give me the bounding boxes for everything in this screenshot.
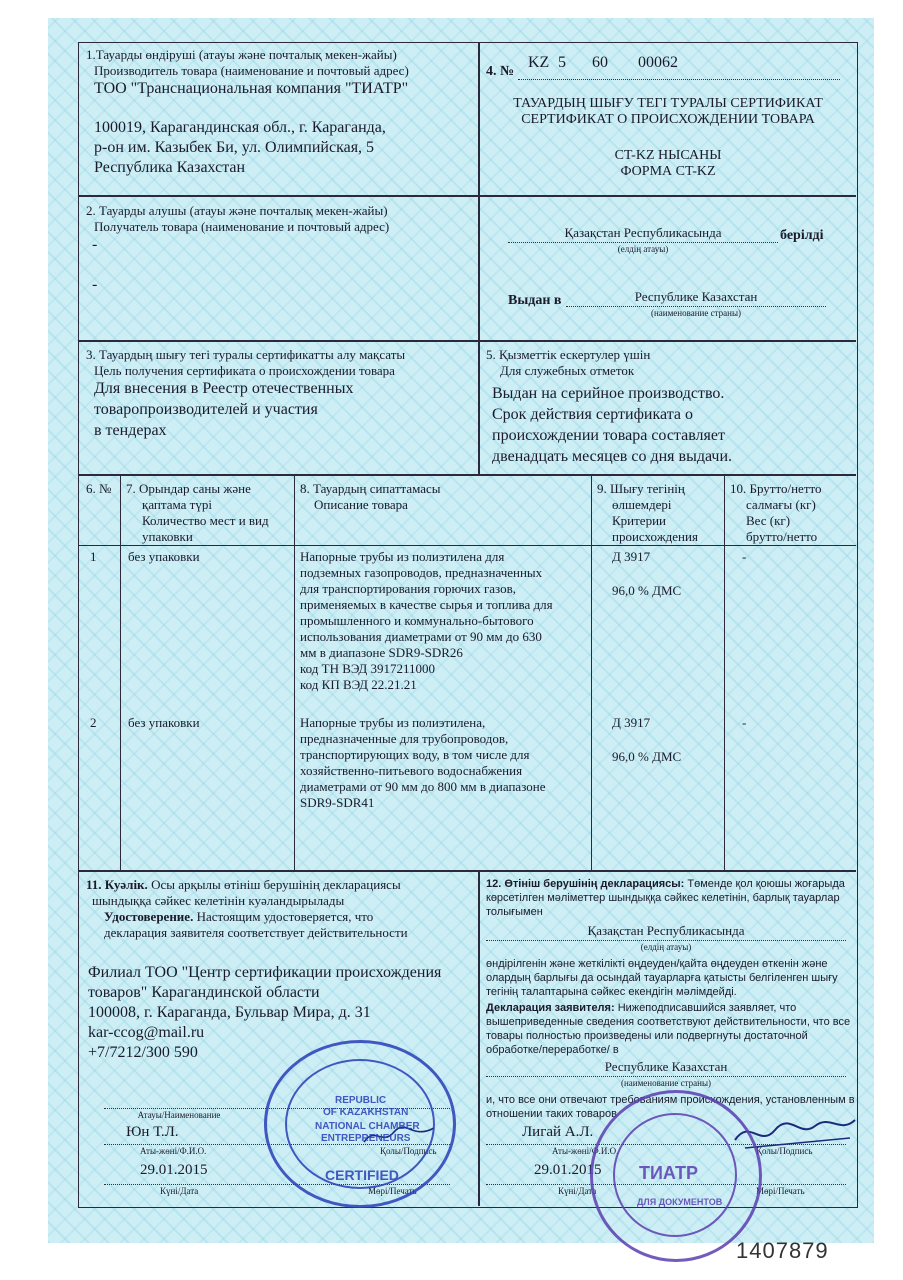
table-row-2-weight: -	[742, 715, 747, 730]
applicant-signer-name: Лигай А.Л.	[522, 1124, 594, 1140]
stamp-left-text-3: NATIONAL CHAMBER	[315, 1121, 420, 1132]
stamp-left-text-1: REPUBLIC	[335, 1095, 387, 1106]
certifier-seal-caption: Мөрі/Печать	[368, 1186, 417, 1196]
box12-decl-line-3: обработке/переработке/ в	[486, 1044, 619, 1056]
table-row-2-pack: без упаковки	[128, 715, 200, 730]
table-row-1-desc-9: код КП ВЭД 22.21.21	[300, 677, 417, 692]
table-row-2-desc-6: SDR9-SDR41	[300, 795, 375, 810]
box12-para-kz-1: өндірілгенін және жеткілікті өңдеуден/қайта өңдеуден өткенін және	[486, 958, 828, 970]
serial-number: 1407879	[736, 1238, 829, 1263]
certifier-signer-name: Юн Т.Л.	[126, 1124, 179, 1140]
table-row-1-crit-2: 96,0 % ДМС	[612, 583, 682, 598]
certifier-org-1: Филиал ТОО "Центр сертификации происхождения	[88, 964, 442, 981]
box1-label-kz: 1.Тауарды өндіруші (атауы және почталық мекен-жайы)	[86, 47, 397, 62]
col-header-pack-kz2: қаптама түрі	[142, 497, 212, 512]
box11-label-ru2: декларация заявителя соответствует действительности	[104, 925, 408, 940]
table-row-1-desc-6: использования диаметрами от 90 мм до 630	[300, 629, 542, 644]
recipient-dash-2: -	[92, 276, 98, 293]
notes-line-4: двенадцать месяцев со дня выдачи.	[492, 448, 733, 465]
certifier-address: 100008, г. Караганда, Бульвар Мира, д. 31	[88, 1004, 371, 1021]
table-row-2-desc-5: диаметрами от 90 мм до 800 мм в диапазоне	[300, 779, 546, 794]
issued-caption-ru: (наименование страны)	[650, 308, 742, 318]
box12-decl-text: Нижеподписавшийся заявляет, что	[617, 1002, 797, 1014]
box3-label-kz: 3. Тауардың шығу тегі туралы сертификатты алу мақсаты	[86, 347, 406, 362]
col-header-weight-kz: 10. Брутто/нетто	[730, 481, 822, 496]
box12-country-ru: Республике Казахстан	[604, 1059, 728, 1074]
form-kz: CT-KZ НЫСАНЫ	[614, 148, 722, 163]
col-header-pack-ru: Количество мест и вид	[142, 513, 269, 528]
box12-decl	[486, 1002, 796, 1015]
table-row-1-desc-4: применяемых в качестве сырья и топлива для	[300, 597, 553, 612]
certifier-name-caption: Атауы/Наименование	[137, 1110, 221, 1120]
col-header-weight-ru: Вес (кг)	[746, 513, 791, 528]
manufacturer-address-2: р-он им. Казыбек Би, ул. Олимпийская, 5	[94, 139, 375, 156]
title-ru: СЕРТИФИКАТ О ПРОИСХОЖДЕНИИ ТОВАРА	[521, 112, 815, 127]
box11-label-ru-bold: Удостоверение.	[104, 909, 194, 924]
form-ru: ФОРМА CT-KZ	[620, 164, 716, 179]
table-row-1-desc-3: для транспортирования горючих газов,	[300, 581, 516, 596]
table-row-1-desc-8: код ТН ВЭД 3917211000	[300, 661, 436, 676]
table-row-1-desc-1: Напорные трубы из полиэтилена для	[300, 549, 505, 564]
table-row-2-desc-2: предназначенные для трубопроводов,	[300, 731, 509, 746]
col-header-desc-kz: 8. Тауардың сипаттамасы	[300, 481, 441, 496]
box12-para-kz-3: тегінің талаптарына сәйкес екендігін мәлімдейді.	[486, 986, 737, 998]
issued-prefix-ru: Выдан в	[508, 293, 562, 308]
stamp-right-text-2: ДЛЯ ДОКУМЕНТОВ	[637, 1197, 723, 1207]
col-header-weight-kz2: салмағы (кг)	[746, 497, 816, 512]
stamp-right-text-1: ТИАТР	[639, 1163, 699, 1183]
box12-country-ru-caption: (наименование страны)	[620, 1078, 712, 1088]
table-row-1-no: 1	[90, 549, 97, 564]
stamp-left-text-5: CERTIFIED	[325, 1167, 399, 1183]
table-row-2-desc-4: хозяйственно-питьевого водоснабжения	[300, 763, 523, 778]
box12-decl-bold: Декларация заявителя:	[486, 1002, 615, 1014]
purpose-line-1: Для внесения в Реестр отечественных	[94, 380, 354, 397]
certifier-phone: +7/7212/300 590	[88, 1044, 198, 1061]
box12-decl-line-2: товары полностью произведены или подвергнуты достаточной	[486, 1030, 808, 1042]
notes-line-2: Срок действия сертификата о	[492, 406, 693, 423]
stamp-left-text-2: OF KAZAKHSTAN	[323, 1107, 409, 1118]
issued-suffix-kz: берілді	[780, 228, 824, 243]
certifier-sign-caption: Қолы/Подпись	[380, 1146, 437, 1156]
cert-number-label: 4. №	[486, 64, 515, 79]
col-header-desc-ru: Описание товара	[314, 497, 408, 512]
col-header-crit-ru2: происхождения	[612, 529, 698, 544]
box12-label-3: толығымен	[486, 906, 543, 918]
cert-number-kz: KZ	[528, 54, 550, 71]
applicant-seal-caption: Мөрі/Печать	[756, 1186, 805, 1196]
certifier-date: 29.01.2015	[140, 1162, 208, 1178]
col-header-pack-kz: 7. Орындар саны және	[126, 481, 251, 496]
col-header-crit-kz2: өлшемдері	[612, 497, 672, 512]
box2-label-kz: 2. Тауарды алушы (атауы және почталық мекен-жайы)	[86, 203, 388, 218]
box12-label-bold: 12. Өтініш берушінің декларациясы:	[486, 878, 685, 890]
table-row-2-desc-1: Напорные трубы из полиэтилена,	[300, 715, 486, 730]
box12-tail-2: отношении таких товаров	[486, 1108, 617, 1120]
cert-number-part1: 5	[558, 54, 566, 71]
cert-number-part3: 00062	[638, 54, 678, 71]
box1-label-ru: Производитель товара (наименование и почтовый адрес)	[94, 63, 409, 78]
certifier-email: kar-ccog@mail.ru	[88, 1024, 205, 1041]
box12-country-kz: Қазақстан Республикасында	[587, 923, 745, 938]
applicant-sign-caption: Қолы/Подпись	[756, 1146, 813, 1156]
purpose-line-3: в тендерах	[94, 422, 167, 439]
table-row-1-pack: без упаковки	[128, 549, 200, 564]
table-row-1-desc-7: мм в диапазоне SDR9-SDR26	[300, 645, 463, 660]
table-row-1-desc-2: подземных газопроводов, предназначенных	[300, 565, 543, 580]
applicant-fio-caption: Аты-жөні/Ф.И.О.	[552, 1146, 619, 1156]
certifier-org-2: товаров" Карагандинской области	[88, 984, 320, 1001]
box12-label-2: көрсетілген мәліметтер шындыққа сәйкес келетінін, барлық тауарлар	[486, 892, 840, 904]
box3-label-ru: Цель получения сертификата о происхождении товара	[94, 363, 395, 378]
table-row-1-crit-1: Д 3917	[612, 549, 651, 564]
box12-para-kz-2: олардың барлығы да осындай тауарларға қатысты белгіленген шығу	[486, 972, 838, 984]
applicant-date-caption: Күні/Дата	[558, 1186, 597, 1196]
manufacturer-address-1: 100019, Карагандинская обл., г. Караганда,	[94, 119, 386, 136]
table-row-1-desc-5: промышленного и коммунально-бытового	[300, 613, 534, 628]
certifier-stamp	[264, 1040, 456, 1208]
table-row-2-no: 2	[90, 715, 97, 730]
col-header-crit-kz: 9. Шығу тегінің	[597, 481, 685, 496]
applicant-date: 29.01.2015	[534, 1162, 602, 1178]
box12-tail-1: и, что все они отвечают требованиям происхождения, установленным в	[486, 1094, 855, 1106]
applicant-stamp	[590, 1090, 762, 1262]
issued-country-kz: Қазақстан Республикасында	[564, 225, 722, 240]
table-row-1-weight: -	[742, 549, 747, 564]
table-row-2-crit-2: 96,0 % ДМС	[612, 749, 682, 764]
box12-country-caption: (елдің атауы)	[640, 942, 692, 952]
notes-line-1: Выдан на серийное производство.	[492, 385, 725, 402]
certifier-fio-caption: Аты-жөні/Ф.И.О.	[140, 1146, 207, 1156]
box11-label-kz	[86, 878, 401, 893]
box11-label-kz2: шындыққа сәйкес келетінін куәландырылады	[92, 893, 345, 908]
table-row-2-desc-3: транспортирующих воду, в том числе для	[300, 747, 530, 762]
notes-line-3: происхождении товара составляет	[492, 427, 725, 444]
manufacturer-country: Республика Казахстан	[94, 159, 246, 176]
box11-label-kz-bold: 11. Куәлік.	[86, 877, 148, 892]
col-header-crit-ru: Критерии	[612, 513, 666, 528]
box11-label-kz-text: Осы арқылы өтініш берушінің декларациясы	[151, 877, 401, 892]
certifier-date-caption: Күні/Дата	[160, 1186, 199, 1196]
box5-label-kz: 5. Қызметтік ескертулер үшін	[486, 347, 651, 362]
recipient-dash-1: -	[92, 236, 98, 253]
manufacturer-name: ТОО "Транснациональная компания "ТИАТР"	[94, 80, 409, 97]
col-header-weight-ru2: брутто/нетто	[746, 529, 818, 544]
box12-label	[486, 878, 845, 891]
box5-label-ru: Для служебных отметок	[500, 363, 635, 378]
cert-number-part2: 60	[592, 54, 608, 71]
box11-label-ru	[104, 910, 373, 925]
purpose-line-2: товаропроизводителей и участия	[94, 401, 318, 418]
col-header-pack-ru2: упаковки	[142, 529, 193, 544]
box2-label-ru: Получатель товара (наименование и почтовый адрес)	[94, 219, 390, 234]
col-header-no: 6. №	[86, 481, 112, 496]
box12-decl-line-1: вышеприведенные сведения соответствуют действительности, что все	[486, 1016, 851, 1028]
table-row-2-crit-1: Д 3917	[612, 715, 651, 730]
box12-label-text: Төменде қол қоюшы жоғарыда	[687, 878, 845, 890]
stamp-left-text-4: ENTREPRENEURS	[321, 1133, 411, 1144]
title-kz: ТАУАРДЫҢ ШЫҒУ ТЕГІ ТУРАЛЫ СЕРТИФИКАТ	[513, 96, 823, 111]
issued-caption-kz: (елдің атауы)	[617, 244, 669, 254]
box11-label-ru-text: Настоящим удостоверяется, что	[196, 909, 374, 924]
issued-country-ru: Республике Казахстан	[634, 289, 758, 304]
